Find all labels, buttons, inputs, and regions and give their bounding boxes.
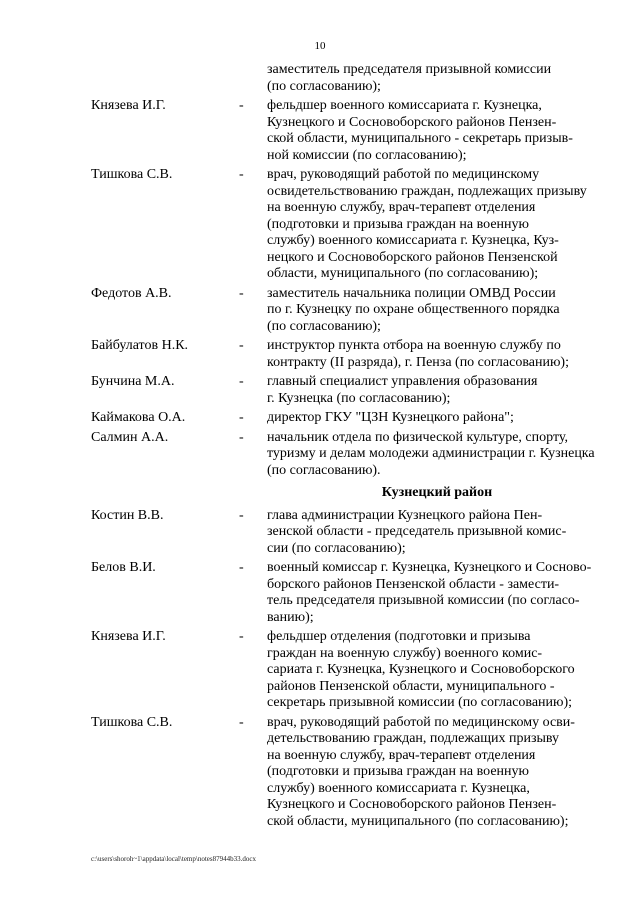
- member-row: [91, 286, 607, 336]
- member-position: [267, 629, 607, 712]
- dash-separator: [239, 62, 267, 95]
- member-position: [267, 715, 607, 831]
- position-line: врач, руководящий работой по медицинскому: [267, 167, 540, 182]
- member-position: [267, 338, 607, 371]
- member-row: [91, 167, 607, 283]
- member-row: [91, 410, 607, 427]
- dash-separator: -: [239, 98, 244, 113]
- member-name: Князева И.Г.: [91, 629, 166, 644]
- position-line: по г. Кузнецку по охране общественного порядка: [267, 302, 560, 317]
- position-line: глава администрации Кузнецкого района Пен-: [267, 507, 543, 523]
- member-row: [91, 98, 607, 164]
- position-line: г. Кузнецка (по согласованию);: [267, 390, 451, 406]
- member-name: Каймакова О.А.: [91, 410, 186, 425]
- position-line: (по согласованию).: [267, 462, 381, 478]
- position-line: службу) военного комиссариата г. Кузнецка,: [267, 780, 530, 796]
- position-line: ванию);: [267, 609, 314, 625]
- member-position: [267, 410, 607, 427]
- dash-separator: -: [239, 507, 244, 523]
- position-line: фельдшер военного комиссариата г. Кузнецка,: [267, 98, 542, 113]
- member-position: [267, 430, 607, 480]
- section-heading: Кузнецкий район: [381, 485, 493, 500]
- position-line: освидетельствованию граждан, подлежащих призыву: [267, 183, 587, 199]
- member-name: Бунчина М.А.: [91, 374, 175, 389]
- member-row: [91, 374, 607, 407]
- position-line: (по согласованию);: [267, 318, 381, 334]
- dash-separator: -: [239, 560, 244, 575]
- page-number: 10: [314, 40, 326, 52]
- dash-separator: -: [239, 285, 244, 301]
- position-line: инструктор пункта отбора на военную службу по: [267, 338, 561, 353]
- position-line: ской области, муниципального - секретарь призыв-: [267, 131, 573, 146]
- member-position: [267, 560, 607, 626]
- member-name: Тишкова С.В.: [91, 167, 173, 182]
- position-line: фельдшер отделения (подготовки и призыва: [267, 629, 531, 644]
- position-line: директор ГКУ "ЦЗН Кузнецкого района";: [267, 410, 514, 425]
- member-position: [267, 98, 607, 164]
- commission-list-top: [91, 62, 607, 479]
- member-position: [267, 374, 607, 407]
- member-position: [267, 508, 607, 558]
- member-name: Байбулатов Н.К.: [91, 338, 189, 353]
- member-position: [267, 167, 607, 283]
- member-name: Костин В.В.: [91, 507, 164, 523]
- position-line: сариата г. Кузнецка, Кузнецкого и Сосновоборского: [267, 662, 575, 677]
- commission-list-bottom: [91, 508, 607, 831]
- position-line: секретарь призывной комиссии (по согласованию);: [267, 695, 573, 710]
- position-line: зенской области - председатель призывной комис-: [267, 524, 567, 539]
- member-row: [91, 560, 607, 626]
- position-line: заместитель председателя призывной комиссии: [267, 62, 552, 77]
- member-name: Федотов А.В.: [91, 285, 172, 301]
- member-name: [91, 62, 239, 95]
- position-line: детельствованию граждан, подлежащих призыву: [267, 731, 560, 746]
- dash-separator: -: [239, 410, 244, 425]
- member-row: [91, 508, 607, 558]
- member-name: Белов В.И.: [91, 560, 156, 575]
- member-row: [91, 629, 607, 712]
- member-row: [91, 338, 607, 371]
- position-line: Кузнецкого и Сосновоборского районов Пензен-: [267, 797, 557, 812]
- position-line: начальник отдела по физической культуре, спорту,: [267, 429, 568, 445]
- position-line: тель председателя призывной комиссии (по согласо-: [267, 593, 580, 608]
- position-line: на военную службу, врач-терапевт отделения: [267, 747, 536, 763]
- position-line: борского районов Пензенской области - замести-: [267, 576, 560, 592]
- member-name: Салмин А.А.: [91, 429, 169, 445]
- member-name: Тишкова С.В.: [91, 714, 173, 730]
- position-line: сии (по согласованию);: [267, 540, 406, 556]
- position-line: службу) военного комиссариата г. Кузнецка, Куз-: [267, 233, 559, 248]
- position-line: на военную службу, врач-терапевт отделения: [267, 200, 536, 215]
- dash-separator: -: [239, 167, 244, 182]
- dash-separator: -: [239, 714, 244, 730]
- position-line: ской области, муниципального (по согласованию);: [267, 813, 569, 829]
- position-line: военный комиссар г. Кузнецка, Кузнецкого и Сосново-: [267, 560, 592, 575]
- dash-separator: -: [239, 338, 244, 353]
- position-line: Кузнецкого и Сосновоборского районов Пензен-: [267, 114, 557, 130]
- member-name: Князева И.Г.: [91, 98, 166, 113]
- member-row: [91, 430, 607, 480]
- position-line: нецкого и Сосновоборского районов Пензенской: [267, 249, 558, 265]
- dash-separator: -: [239, 429, 244, 445]
- position-line: области, муниципального (по согласованию);: [267, 266, 539, 281]
- footer-file-path: c:\users\shoroh~1\appdata\local\temp\notes87944b33.docx: [91, 855, 256, 863]
- member-row: [91, 62, 607, 95]
- document-body: [91, 62, 607, 830]
- position-line: ной комиссии (по согласованию);: [267, 147, 467, 163]
- position-line: врач, руководящий работой по медицинскому осви-: [267, 714, 575, 730]
- member-row: [91, 715, 607, 831]
- position-line: главный специалист управления образования: [267, 374, 538, 389]
- position-line: туризму и делам молодежи администрации г. Кузнецка: [267, 446, 595, 461]
- dash-separator: -: [239, 374, 244, 389]
- position-line: (подготовки и призыва граждан на военную: [267, 764, 529, 779]
- position-line: граждан на военную службу) военного комис-: [267, 645, 543, 661]
- dash-separator: -: [239, 629, 244, 644]
- position-line: контракту (II разряда), г. Пенза (по согласованию);: [267, 354, 569, 370]
- position-line: заместитель начальника полиции ОМВД России: [267, 285, 556, 301]
- position-line: (подготовки и призыва граждан на военную: [267, 216, 529, 232]
- member-position: [267, 62, 607, 95]
- position-line: районов Пензенской области, муниципального -: [267, 678, 555, 694]
- position-line: (по согласованию);: [267, 78, 381, 94]
- member-position: [267, 286, 607, 336]
